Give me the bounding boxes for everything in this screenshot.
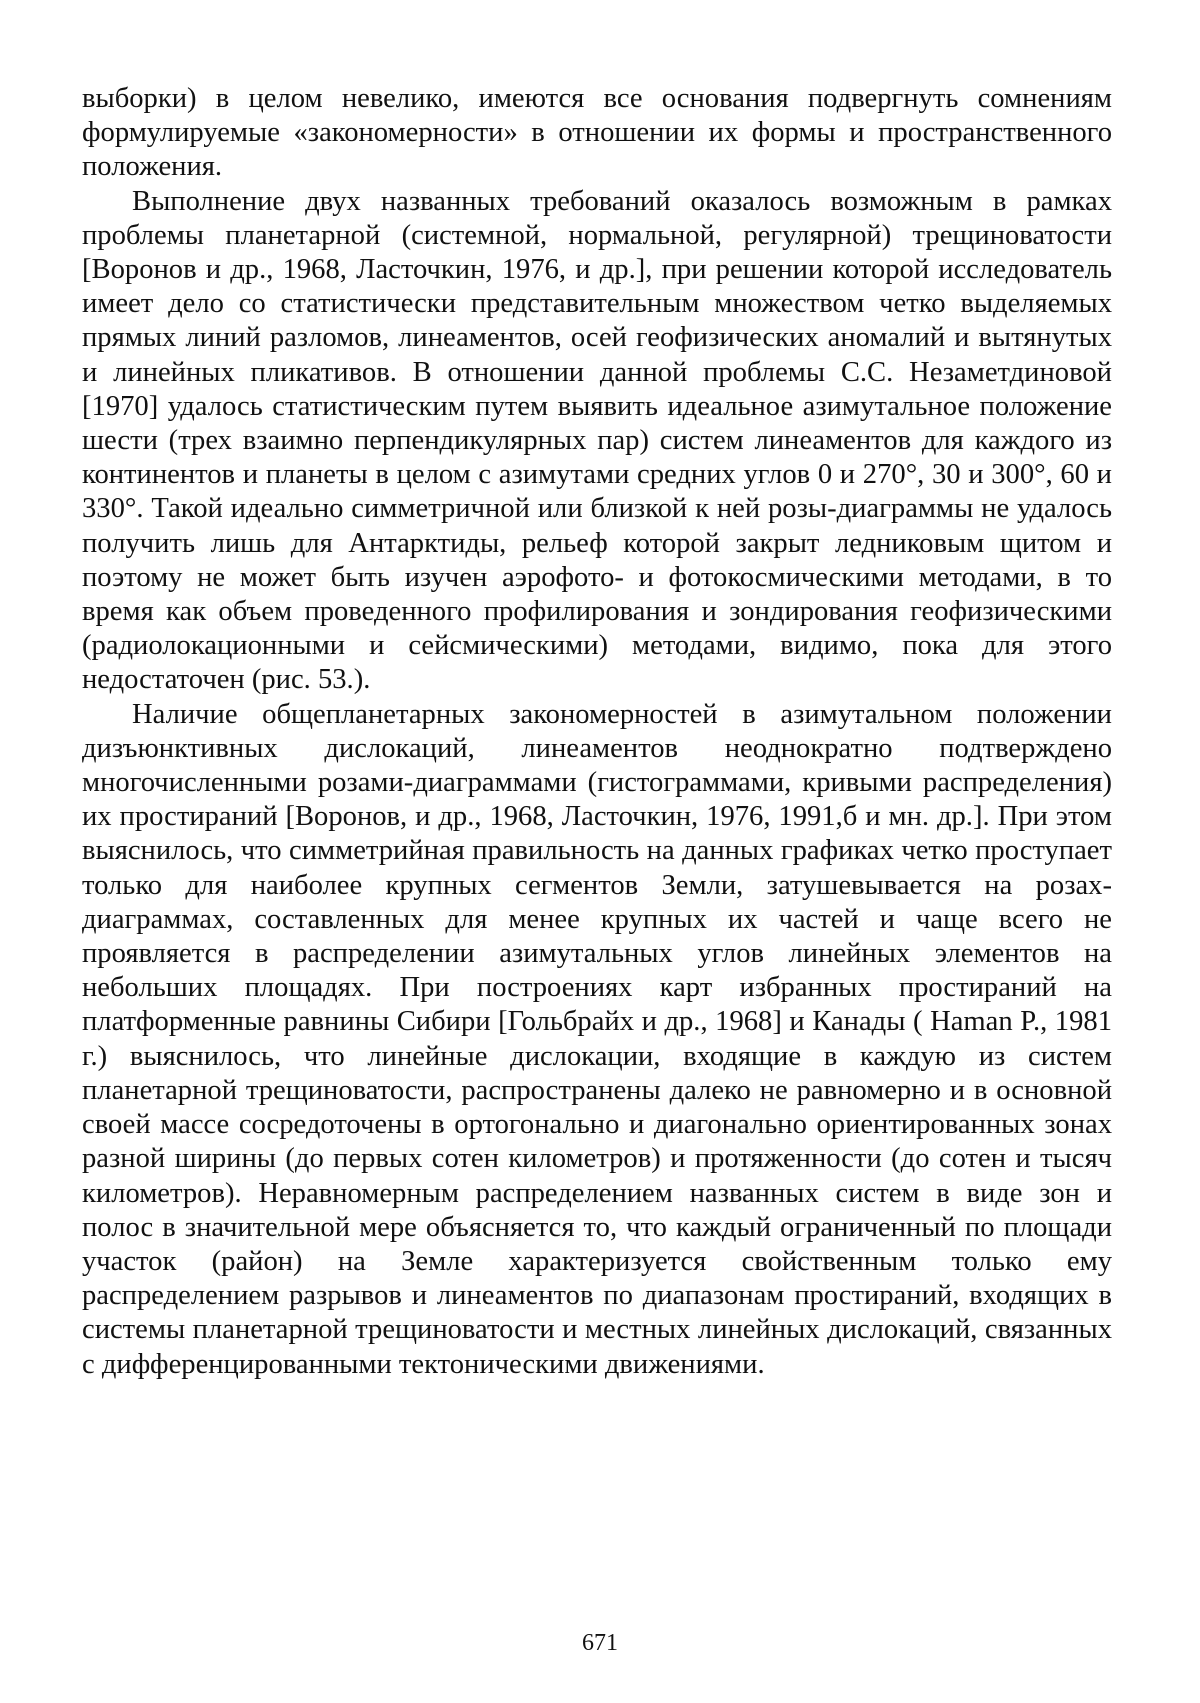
- page-number: 671: [0, 1630, 1200, 1657]
- paragraph-planetary-fracturing: Выполнение двух названных требований оказалось возможным в рамках проблемы планетарной (системной, нормальной, регулярной) трещиноватости [Воронов и др., 1968, Ласточкин, 1976, и др.], при решении которой исследователь имеет дело со статистически представительным множеством четко выделяемых прямых линий разломов, линеаментов, осей геофизических аномалий и вытянутых и линейных пликативов. В отношении данной проблемы С.С. Незаметдиновой [1970] удалось статистическим путем выявить идеальное азимутальное положение шести (трех взаимно перпендикулярных пар) систем линеаментов для каждого из континентов и планеты в целом с азимутами средних углов 0 и 270°, 30 и 300°, 60 и 330°. Такой идеально симметричной или близкой к ней розы-диаграммы не удалось получить лишь для Антарктиды, рельеф которой закрыт ледниковым щитом и поэтому не может быть изучен аэрофото- и фотокосмическими методами, в то время как объем проведенного профилирования и зондирования геофизическими (радиолокационными и сейсмическими) методами, видимо, пока для этого недостаточен (рис. 53.).: [82, 185, 1112, 698]
- paragraph-planetary-regularities: Наличие общепланетарных закономерностей в азимутальном положении дизъюнктивных дислокаций, линеаментов неоднократно подтверждено многочисленными розами-диаграммами (гистограммами, кривыми распределения) их простираний [Воронов, и др., 1968, Ласточкин, 1976, 1991,б и мн. др.]. При этом выяснилось, что симметрийная правильность на данных графиках четко проступает только для наиболее крупных сегментов Земли, затушевывается на розах-диаграммах, составленных для менее крупных их частей и чаще всего не проявляется в распределении азимутальных углов линейных элементов на небольших площадях. При построениях карт избранных простираний на платформенные равнины Сибири [Гольбрайх и др., 1968] и Канады ( Haman P., 1981 г.) выяснилось, что линейные дислокации, входящие в каждую из систем планетарной трещиноватости, распространены далеко не равномерно и в основной своей массе сосредоточены в ортогонально и диагонально ориентированных зонах разной ширины (до первых сотен километров) и протяженности (до сотен и тысяч километров). Неравномерным распределением названных систем в виде зон и полос в значительной мере объясняется то, что каждый ограниченный по площади участок (район) на Земле характеризуется свойственным только ему распределением разрывов и линеаментов по диапазонам простираний, входящих в системы планетарной трещиноватости и местных линейных дислокаций, связанных с дифференцированными тектоническими движениями.: [82, 698, 1112, 1382]
- page-body: [82, 82, 1112, 1382]
- paragraph-continuation: выборки) в целом невелико, имеются все основания подвергнуть сомнениям формулируемые «закономерности» в отношении их формы и пространственного положения.: [82, 82, 1112, 185]
